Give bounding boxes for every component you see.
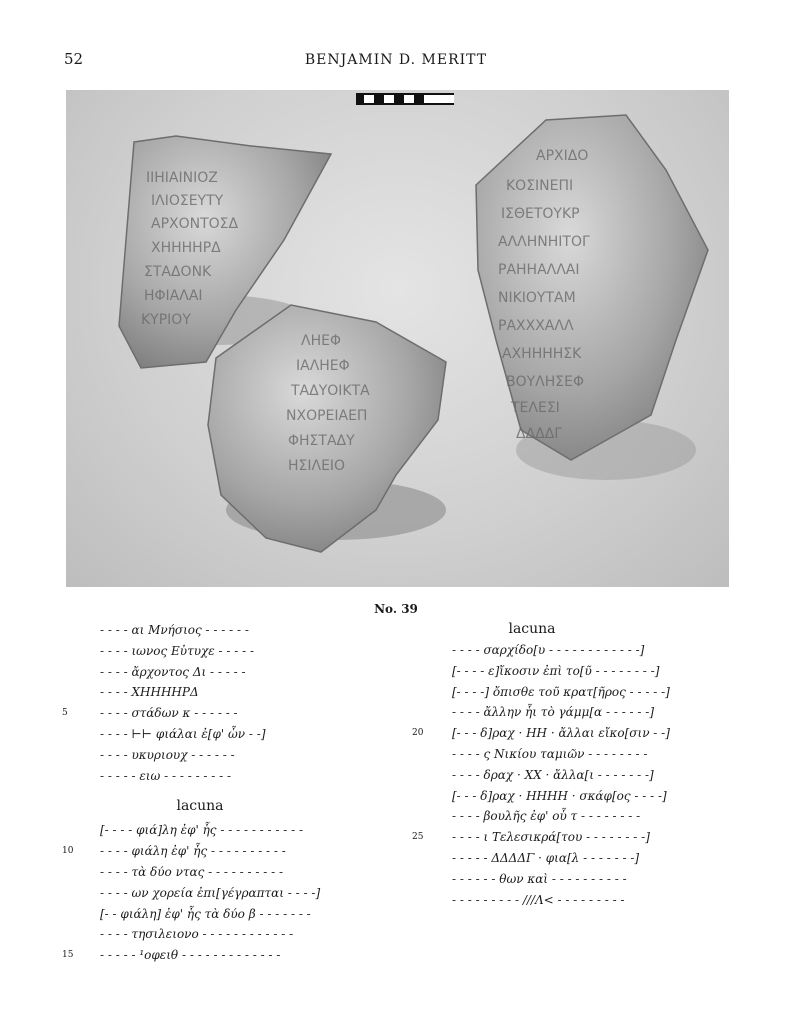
svg-text:ΙΣΘΕΤΟΥΚΡ: ΙΣΘΕΤΟΥΚΡ: [501, 206, 580, 222]
inscription-line: [100, 620, 390, 641]
inscription-line: [100, 745, 390, 766]
inscription-line: [452, 744, 742, 765]
line-text: - - - - - - θων καὶ - - - - - - - - - -: [452, 871, 627, 886]
inscription-line: [100, 641, 390, 662]
line-number: 10: [62, 846, 74, 857]
inscription-line: [62, 703, 390, 724]
line-number: 20: [412, 728, 424, 739]
line-text: - - - - - ειω - - - - - - - - -: [100, 768, 232, 783]
svg-text:ΑΡΧΙΔΟ: ΑΡΧΙΔΟ: [536, 148, 589, 164]
svg-text:ΚΟΣΙΝΕΠΙ: ΚΟΣΙΝΕΠΙ: [506, 178, 574, 194]
svg-text:ΑΧΗΗΗΗΣΚ: ΑΧΗΗΗΗΣΚ: [502, 346, 582, 362]
inscription-line: [100, 883, 390, 904]
inscription-line: [452, 890, 742, 911]
lacuna-label: lacuna: [508, 621, 556, 637]
inscription-line: [452, 661, 742, 682]
line-text: - - - - δραχ · ΧΧ · ἄλλα[ι - - - - - - -]: [452, 767, 654, 782]
line-text: - - - - ⊢⊢ φιάλαι ἐ[φ' ὧν - -]: [100, 726, 266, 741]
svg-text:ΒΟΥΛΗΣΕΦ: ΒΟΥΛΗΣΕΦ: [506, 374, 584, 390]
line-text: - - - - τησιλειονο - - - - - - - - - - - -: [100, 927, 294, 942]
line-text: - - - - σαρχίδο[υ - - - - - - - - - - - -]: [452, 643, 645, 657]
svg-text:ΤΕΛΕΣΙ: ΤΕΛΕΣΙ: [511, 400, 560, 416]
scale-bar: [356, 93, 454, 105]
line-number: 25: [412, 832, 424, 843]
line-text: - - - - ἄλλην ἧι τὸ γάμμ[α - - - - - -]: [452, 705, 655, 720]
inscription-line: [100, 862, 390, 883]
inscription-line: [62, 945, 390, 966]
inscription-line: [452, 702, 742, 723]
inscription-line: [100, 766, 390, 787]
line-text: - - - - ων χορεία ἐπι[γέγραπται - - - -]: [100, 885, 321, 900]
svg-text:ΗΣΙΛΕΙΟ: ΗΣΙΛΕΙΟ: [288, 458, 346, 474]
line-text: - - - - ΧΗΗΗΗΡΔ: [100, 685, 199, 700]
line-text: - - - - - ΔΔΔΔΓ · φια[λ - - - - - - -]: [452, 850, 640, 865]
svg-text:ΡΑΗΗΑΛΛΑΙ: ΡΑΗΗΑΛΛΑΙ: [498, 262, 580, 278]
line-text: - - - - υκυριουχ - - - - - -: [100, 747, 235, 762]
svg-text:ΡΑΧΧΧΑΛΛ: ΡΑΧΧΧΑΛΛ: [498, 318, 574, 334]
inscription-line: [452, 806, 742, 827]
line-text: - - - - τὰ δύο ντας - - - - - - - - - -: [100, 864, 284, 879]
line-text: - - - - ς Νικίου ταμιῶν - - - - - - - -: [452, 746, 648, 761]
inscription-line: [100, 662, 390, 683]
running-head: BENJAMIN D. MERITT: [304, 52, 488, 68]
line-text: [- - - -] ὄπισθε τοῦ κρατ[ῆρος - - - - -]: [452, 684, 670, 699]
line-number: 15: [62, 950, 74, 961]
line-text: - - - - - - - - - ///Λ< - - - - - - - - -: [452, 892, 625, 907]
figure-caption: No. 39: [374, 602, 418, 616]
line-text: - - - - βουλῆς ἐφ' οὗ τ - - - - - - - -: [452, 809, 641, 824]
svg-text:ΑΡΧΟΝΤΟΣΔ: ΑΡΧΟΝΤΟΣΔ: [151, 216, 239, 232]
inscription-line: [452, 765, 742, 786]
line-number: 5: [62, 708, 68, 719]
svg-text:ΛΗΕΦ: ΛΗΕΦ: [301, 333, 341, 349]
inscription-line: [452, 640, 742, 661]
line-text: - - - - ιωνος Εὐτυχε - - - - -: [100, 643, 255, 658]
inscription-line: [100, 724, 390, 745]
inscription-line: [452, 869, 742, 890]
line-text: - - - - ι Τελεσικρά[του - - - - - - - -]: [452, 830, 650, 845]
svg-text:ΙΑΛΗΕΦ: ΙΑΛΗΕΦ: [296, 358, 350, 374]
svg-text:ΣΤΑΔΟΝΚ: ΣΤΑΔΟΝΚ: [144, 264, 212, 280]
inscription-line: [412, 723, 742, 744]
photo-plate: [66, 90, 729, 587]
svg-text:ΙΙΗΙΑΙΝΙΟΖ: ΙΙΗΙΑΙΝΙΟΖ: [146, 170, 218, 186]
lacuna-label: lacuna: [176, 798, 224, 815]
inscription-line: [100, 820, 390, 841]
inscription-line: [452, 682, 742, 703]
inscription-line: [62, 841, 390, 862]
inscription-line: [452, 848, 742, 869]
inscription-line: [100, 682, 390, 703]
svg-text:ΙΛΙΟΣΕΥΤΥ: ΙΛΙΟΣΕΥΤΥ: [151, 193, 224, 209]
svg-text:ΦΗΣΤΑΔΥ: ΦΗΣΤΑΔΥ: [288, 433, 355, 449]
svg-text:ΔΔΔΔΓ: ΔΔΔΔΓ: [516, 426, 563, 442]
line-text: [- - - - ε]ἴκοσιν ἐπὶ το[ῦ - - - - - - - -]: [452, 663, 660, 678]
line-text: [- - - - φιά]λη ἐφ' ἧς - - - - - - - - - - -: [100, 823, 304, 838]
line-text: [- - - δ]ραχ · ΗΗΗΗ · σκάφ[ος - - - -]: [452, 788, 667, 803]
line-text: - - - - φιάλη ἐφ' ἧς - - - - - - - - - -: [100, 844, 286, 859]
page-number: 52: [64, 50, 84, 68]
line-text: [- - φιάλη] ἐφ' ἧς τὰ δύο β - - - - - - -: [100, 906, 311, 921]
inscription-column-right: [412, 620, 742, 910]
line-text: [- - - δ]ραχ · ΗΗ · ἄλλαι εἴκο[σιν - -]: [452, 726, 670, 741]
svg-text:ΤΑΔΥΟΙΚΤΑ: ΤΑΔΥΟΙΚΤΑ: [291, 383, 370, 399]
svg-text:ΝΙΚΙΟΥΤΑΜ: ΝΙΚΙΟΥΤΑΜ: [498, 290, 576, 306]
svg-text:ΗΦΙΑΛΑΙ: ΗΦΙΑΛΑΙ: [144, 288, 203, 304]
line-text: - - - - αι Μνήσιος - - - - - -: [100, 623, 249, 637]
inscription-line: [100, 924, 390, 945]
line-text: - - - - στάδων κ - - - - - -: [100, 706, 238, 721]
inscription-line: [100, 904, 390, 925]
svg-text:ΚΥΡΙΟΥ: ΚΥΡΙΟΥ: [141, 312, 191, 328]
inscription-line: [452, 786, 742, 807]
svg-text:ΝΧΟΡΕΙΑΕΠ: ΝΧΟΡΕΙΑΕΠ: [286, 408, 368, 424]
inscription-line: [412, 827, 742, 848]
inscription-column-left: [62, 620, 390, 966]
line-text: - - - - - ¹οφειθ - - - - - - - - - - - - -: [100, 948, 281, 963]
svg-text:ΑΛΛΗΝΗΙΤΟΓ: ΑΛΛΗΝΗΙΤΟΓ: [498, 234, 590, 250]
line-text: - - - - ἄρχοντος Δι - - - - -: [100, 664, 246, 679]
svg-text:ΧΗΗΗΗΡΔ: ΧΗΗΗΗΡΔ: [151, 240, 221, 256]
